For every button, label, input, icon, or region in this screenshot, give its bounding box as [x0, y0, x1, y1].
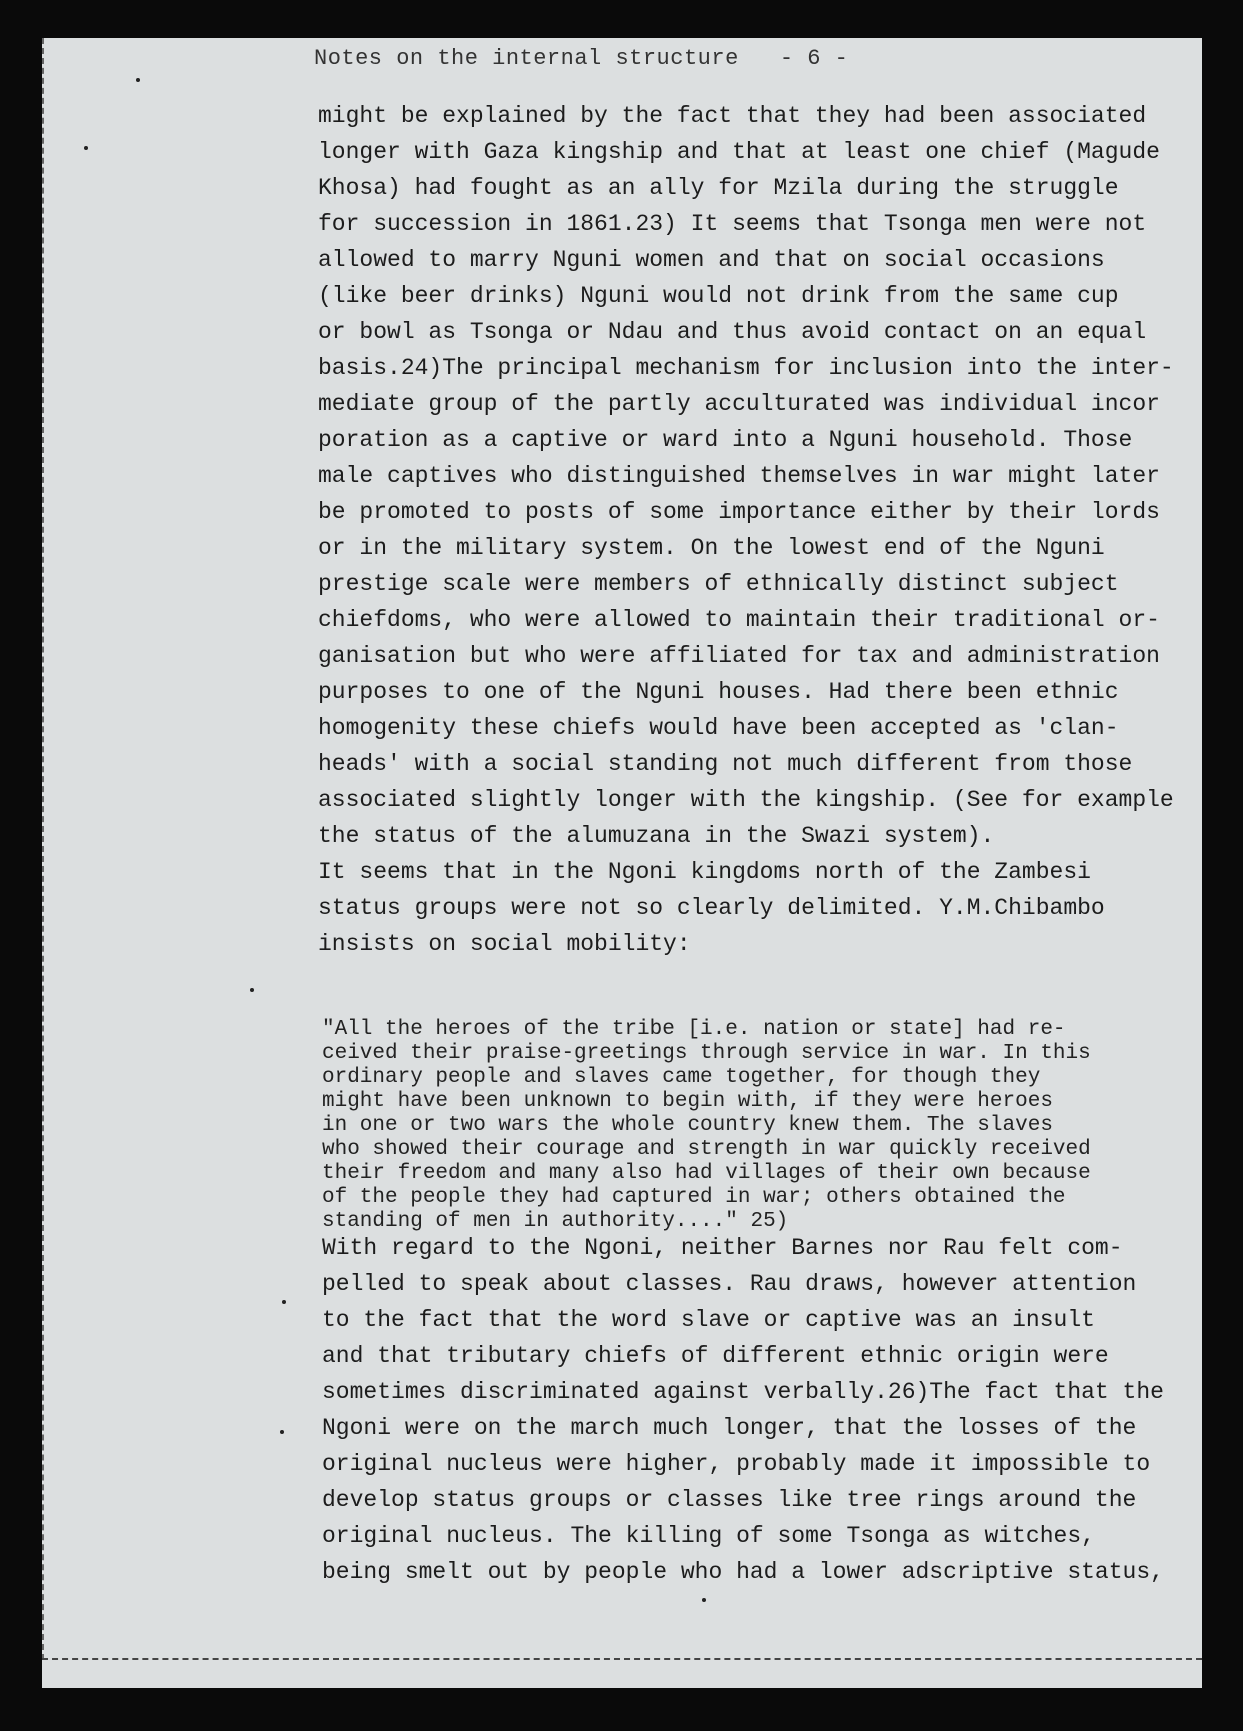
block-quote — [322, 1018, 1202, 1234]
text-line: status groups were not so clearly delimited. Y.M.Chibambo — [318, 895, 1105, 921]
page-bottom-edge-line — [42, 1658, 1202, 1660]
quote-line: their freedom and many also had villages of their own because — [322, 1162, 1091, 1185]
ink-speck — [136, 78, 140, 82]
ink-speck — [84, 146, 88, 150]
quote-line: ordinary people and slaves came together, for though they — [322, 1066, 1041, 1089]
text-line: mediate group of the partly acculturated was individual incor — [318, 391, 1160, 417]
text-line: original nucleus. The killing of some Tsonga as witches, — [322, 1523, 1095, 1549]
quote-line: standing of men in authority...." 25) — [322, 1210, 789, 1233]
ink-speck — [250, 988, 254, 992]
quote-line: who showed their courage and strength in war quickly received — [322, 1138, 1091, 1161]
text-line: develop status groups or classes like tree rings around the — [322, 1487, 1137, 1513]
quote-line: ceived their praise-greetings through service in war. In this — [322, 1042, 1091, 1065]
text-line: allowed to marry Nguni women and that on social occasions — [318, 247, 1105, 273]
text-line: sometimes discriminated against verbally.26)The fact that the — [322, 1379, 1164, 1405]
text-line: be promoted to posts of some importance either by their lords — [318, 499, 1160, 525]
text-line: prestige scale were members of ethnically distinct subject — [318, 571, 1119, 597]
text-line: (like beer drinks) Nguni would not drink from the same cup — [318, 283, 1119, 309]
page-header: Notes on the internal structure - 6 - — [314, 46, 849, 71]
text-line: heads' with a social standing not much different from those — [318, 751, 1133, 777]
text-line: might be explained by the fact that they had been associated — [318, 103, 1147, 129]
text-line: ganisation but who were affiliated for tax and administration — [318, 643, 1160, 669]
text-line: Ngoni were on the march much longer, that the losses of the — [322, 1415, 1137, 1441]
text-line: associated slightly longer with the kingship. (See for example — [318, 787, 1174, 813]
closing-paragraph — [322, 1230, 1202, 1590]
text-line: homogenity these chiefs would have been accepted as 'clan- — [318, 715, 1119, 741]
text-line: for succession in 1861.23) It seems that Tsonga men were not — [318, 211, 1147, 237]
text-line: or in the military system. On the lowest end of the Nguni — [318, 535, 1105, 561]
text-line: It seems that in the Ngoni kingdoms north of the Zambesi — [318, 859, 1091, 885]
text-line: and that tributary chiefs of different ethnic origin were — [322, 1343, 1109, 1369]
ink-speck — [280, 1430, 284, 1434]
text-line: chiefdoms, who were allowed to maintain their traditional or- — [318, 607, 1160, 633]
text-line: male captives who distinguished themselves in war might later — [318, 463, 1160, 489]
ink-speck — [702, 1598, 706, 1602]
text-line: being smelt out by people who had a lower adscriptive status, — [322, 1559, 1164, 1585]
ink-speck — [282, 1300, 286, 1304]
text-line: original nucleus were higher, probably made it impossible to — [322, 1451, 1151, 1477]
text-line: With regard to the Ngoni, neither Barnes nor Rau felt com- — [322, 1235, 1123, 1261]
quote-line: of the people they had captured in war; others obtained the — [322, 1186, 1066, 1209]
text-line: to the fact that the word slave or captive was an insult — [322, 1307, 1095, 1333]
text-line: basis.24)The principal mechanism for inclusion into the inter- — [318, 355, 1174, 381]
text-line: insists on social mobility: — [318, 931, 691, 957]
text-line: purposes to one of the Nguni houses. Had there been ethnic — [318, 679, 1119, 705]
typewritten-page — [42, 38, 1202, 1688]
body-text — [318, 98, 1198, 962]
quote-line: "All the heroes of the tribe [i.e. nation or state] had re- — [322, 1018, 1066, 1041]
quote-line: in one or two wars the whole country knew them. The slaves — [322, 1114, 1053, 1137]
text-line: pelled to speak about classes. Rau draws, however attention — [322, 1271, 1137, 1297]
page-left-edge-line — [42, 38, 44, 1660]
text-line: Khosa) had fought as an ally for Mzila during the struggle — [318, 175, 1119, 201]
text-line: or bowl as Tsonga or Ndau and thus avoid contact on an equal — [318, 319, 1147, 345]
text-line: poration as a captive or ward into a Nguni household. Those — [318, 427, 1133, 453]
text-line: longer with Gaza kingship and that at least one chief (Magude — [318, 139, 1160, 165]
quote-line: might have been unknown to begin with, if they were heroes — [322, 1090, 1053, 1113]
text-line: the status of the alumuzana in the Swazi system). — [318, 823, 995, 849]
